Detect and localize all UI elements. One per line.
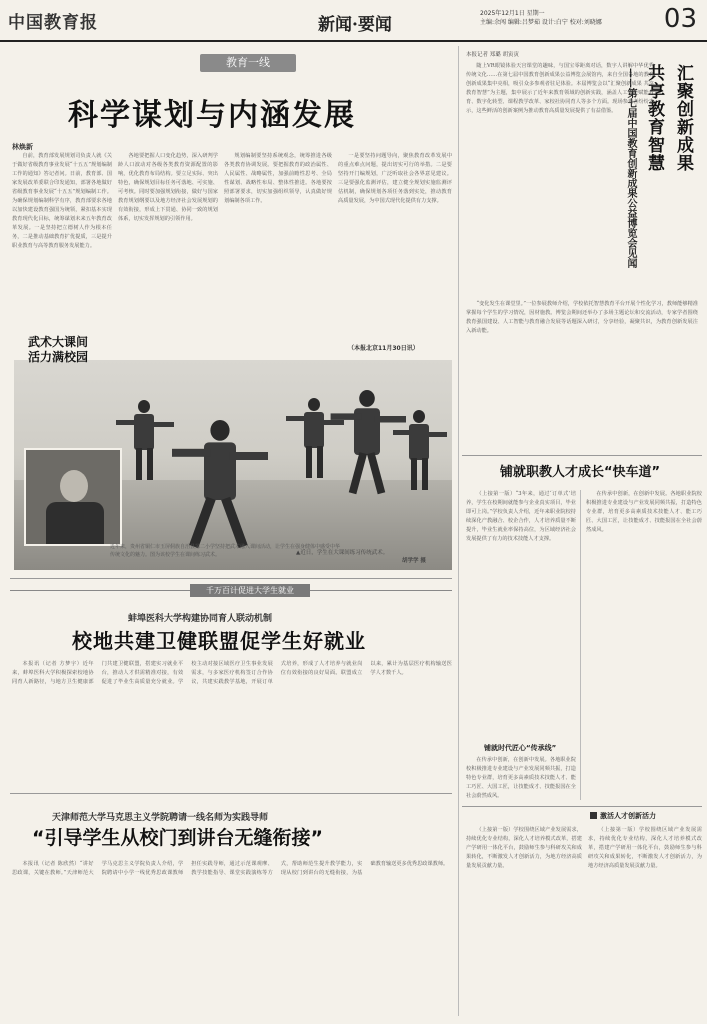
date-line: 2025年12月1日 星期一 xyxy=(480,10,545,17)
inset-photo xyxy=(24,448,122,546)
editor-line: 主编:余闯 编辑:吕梦茹 设计:白宁 校对:刘晓娜 xyxy=(480,19,602,26)
masthead-meta xyxy=(480,9,602,27)
lead-headline: 科学谋划与内涵发展 xyxy=(68,98,356,133)
right-subheading: 铺就时代匠心“传承线” xyxy=(484,744,557,752)
column-divider xyxy=(458,46,459,1016)
photo-credit: 胡学学 摄 xyxy=(402,558,426,564)
section-divider xyxy=(10,793,452,794)
vertical-subheadline: ——第七届中国教育创新成果公益博览会见闻 xyxy=(625,68,636,268)
section-divider xyxy=(10,578,452,579)
article-end-note: （本报北京11月30日讯） xyxy=(348,345,419,352)
right-story-headline: 铺就职教人才成长“快车道” xyxy=(500,465,661,480)
masthead xyxy=(0,0,707,42)
story3-body: 本报讯（记者 陈欣然）“讲好思政课，关键在教师。”天津师范大学马克思主义学院负责人介绍，学院聘请中小学一线优秀思政课教师担任实践导师，通过示范课观摩、教学技能指导、课堂实践演练等方式，帮助师范生提升教学能力，实现从校门到讲台的无缝衔接，为基础教育输送更多优秀思政课教师。 xyxy=(12,861,449,876)
right-bottom-text: （上接第一版）学校围绕区域产业发展需求，持续优化专业结构，深化人才培养模式改革，搭建产学研用一体化平台，鼓励师生参与科研攻关和成果转化，不断激发人才创新活力，为地方经济高质量发展贡献力量。 xyxy=(588,827,702,869)
story2-headline: 校地共建卫健联盟促学生好就业 xyxy=(72,629,366,653)
vertical-headline-1: 汇聚创新成果 xyxy=(673,64,693,172)
article-text-column: 各地要把握人口变化趋势，深入研判学龄人口波动对各级各类教育资源配置的影响，优化教育布局结构。要立足实际、突出特色，确保规划目标任务可落地、可实施、可考核。同时要加强规划衔接，做好与国家教育规划纲要以及地方经济社会发展规划的有效衔接，形成上下贯通、协同一致的规划体系，切实发挥规划的引领作用。 xyxy=(118,153,218,222)
right-story-text: 在传承中创新，在创新中发展。各地职业院校积极推进专业建设与产业发展同频共振，打造特色专业群，培育更多高素质技术技能人才、能工巧匠、大国工匠，让技能成才、技能报国在全社会蔚然成风。 xyxy=(466,757,576,799)
right-byline: 本报记者 郑璐 胡寅寅 xyxy=(466,52,519,58)
article-text-column: 一是要坚持问题导向，聚焦教育改革发展中的重点难点问题，提出切实可行的举措。二是要坚持开门编规划，广泛听取社会各界意见建议。三是要强化监测评估，建立健全规划实施监测评估机制，确保规划各项任务落到实处，推动教育高质量发展，为中国式现代化提供有力支撑。 xyxy=(338,153,452,204)
section-divider xyxy=(462,806,702,807)
article-text-column: 规划编制要坚持系统观念，统筹推进各级各类教育协调发展。要把握教育的政治属性、人民属性、战略属性，加强前瞻性思考、全局性谋划、战略性布局、整体性推进。各地要按照部署要求，切实加强组织领导，认真做好规划编制各项工作。 xyxy=(224,153,332,204)
right-story-text: 在传承中创新，在创新中发展。各地职业院校积极推进专业建设与产业发展同频共振，打造特色专业群，培育更多高素质技术技能人才、能工巧匠、大国工匠，让技能成才、技能报国在全社会蔚然成风。 xyxy=(586,491,702,533)
news-box-title: 激活人才创新活力 xyxy=(590,811,656,821)
newspaper-logo: 中国教育报 xyxy=(8,13,98,33)
lead-author: 林焕新 xyxy=(12,143,33,151)
photo-title: 武术大课间 活力满校园 xyxy=(28,335,89,364)
right-bottom-text: （上接第一版）学校围绕区域产业发展需求，持续优化专业结构，深化人才培养模式改革，搭建产学研用一体化平台，鼓励师生参与科研攻关和成果转化，不断激发人才创新活力，为地方经济高质量发展贡献力量。 xyxy=(466,827,582,869)
section-tag: 教育一线 xyxy=(200,54,296,72)
article-text-column: 自前，教育部发展规划司负责人就《关于做好省级教育事业发展“十五五”规划编制工作的通知》答记者问。日前，教育部、国家发展改革委联合印发通知，部署各地做好省级教育事业发展“十五五”规划编制工作。为确保规划编制科学有序，教育部要求各地以加快建设教育强国为统领，紧扣基本实现教育现代化目标，统筹谋划未来五年教育改革发展。一是坚持把立德树人作为根本任务，二是推动基础教育扩优提质，三是提升职业教育与高等教育服务发展能力。 xyxy=(12,153,112,249)
story3-kicker: 天津师范大学马克思主义学院聘请一线名师为实践导师 xyxy=(52,813,269,823)
photo-caption-right: ▲近日，学生在大课间练习传统武术。 xyxy=(296,550,389,556)
right-body-top: 随上VR眼镜体验天宫课堂的趣味，与国宝零距离对话，数字人讲解中华优秀传统文化……在第七届中国教育创新成果公益博览会展馆内，来自全国各地的教育创新成果集中亮相，吸引众多参观者驻足体验。本届博览会以“汇聚创新成果 共享教育智慧”为主题，集中展示了近年来教育领域的创新实践，涵盖人工智能赋能教育、数字化转型、课程教学改革、家校社协同育人等多个方面。现场参观者纷纷表示，这些鲜活的创新案例为推动教育高质量发展提供了有益借鉴。 xyxy=(466,63,654,114)
story3-headline: “引导学生从校门到讲台无缝衔接” xyxy=(32,827,323,849)
right-story-text: （上接第一版）“3年来，通过‘订单式’培养，学生在校期间就能参与企业真实项目，毕业即可上岗。”学校负责人介绍，近年来职业院校持续深化产教融合、校企合作，人才培养质量不断提升，毕业生就业率保持高位，为区域经济社会发展提供了有力的技术技能人才支撑。 xyxy=(466,491,576,542)
right-body-mid: “变化发生在课堂里。”一位参展教师介绍，学校依托智慧教育平台开展个性化学习，教师能够精准掌握每个学生的学习情况，因材施教。博览会期间还举办了多场主题论坛和交流活动，专家学者围绕教育强国建设、人工智能与教育融合发展等话题深入研讨，分享经验，凝聚共识，为教育创新发展注入新动能。 xyxy=(466,301,698,334)
section-divider xyxy=(462,455,702,456)
story2-body: 本报讯（记者 方梦宇）近年来，蚌埠医科大学积极探索校地协同育人新路径，与地方卫生健康部门共建卫健联盟，搭建实习就业平台，推动人才供需精准对接，有效促进了毕业生高质量充分就业。学校主动对接区域医疗卫生事业发展需求，与多家医疗机构签订合作协议，共建实践教学基地，开展订单式培养，形成了人才培养与就业岗位有效衔接的良好局面。联盟成立以来，累计为基层医疗机构输送医学人才数千人。 xyxy=(12,661,452,685)
vertical-headline-2: 共享教育智慧 xyxy=(644,64,664,172)
page-number: 03 xyxy=(663,4,697,34)
photo-caption: 近年来，贵州省铜仁市玉屏侗族自治县第二小学坚持把武术融入课间活动，让学生在强身健体中感受中华传统文化的魅力。图为该校学生在课间练习武术。 xyxy=(110,544,341,558)
story2-kicker: 蚌埠医科大学构建协同育人联动机制 xyxy=(128,614,273,624)
vertical-headline xyxy=(625,64,696,294)
topic-band: 千万百计促进大学生就业 xyxy=(190,584,310,597)
section-title: 新闻·要闻 xyxy=(318,15,392,35)
column-divider xyxy=(580,490,581,800)
